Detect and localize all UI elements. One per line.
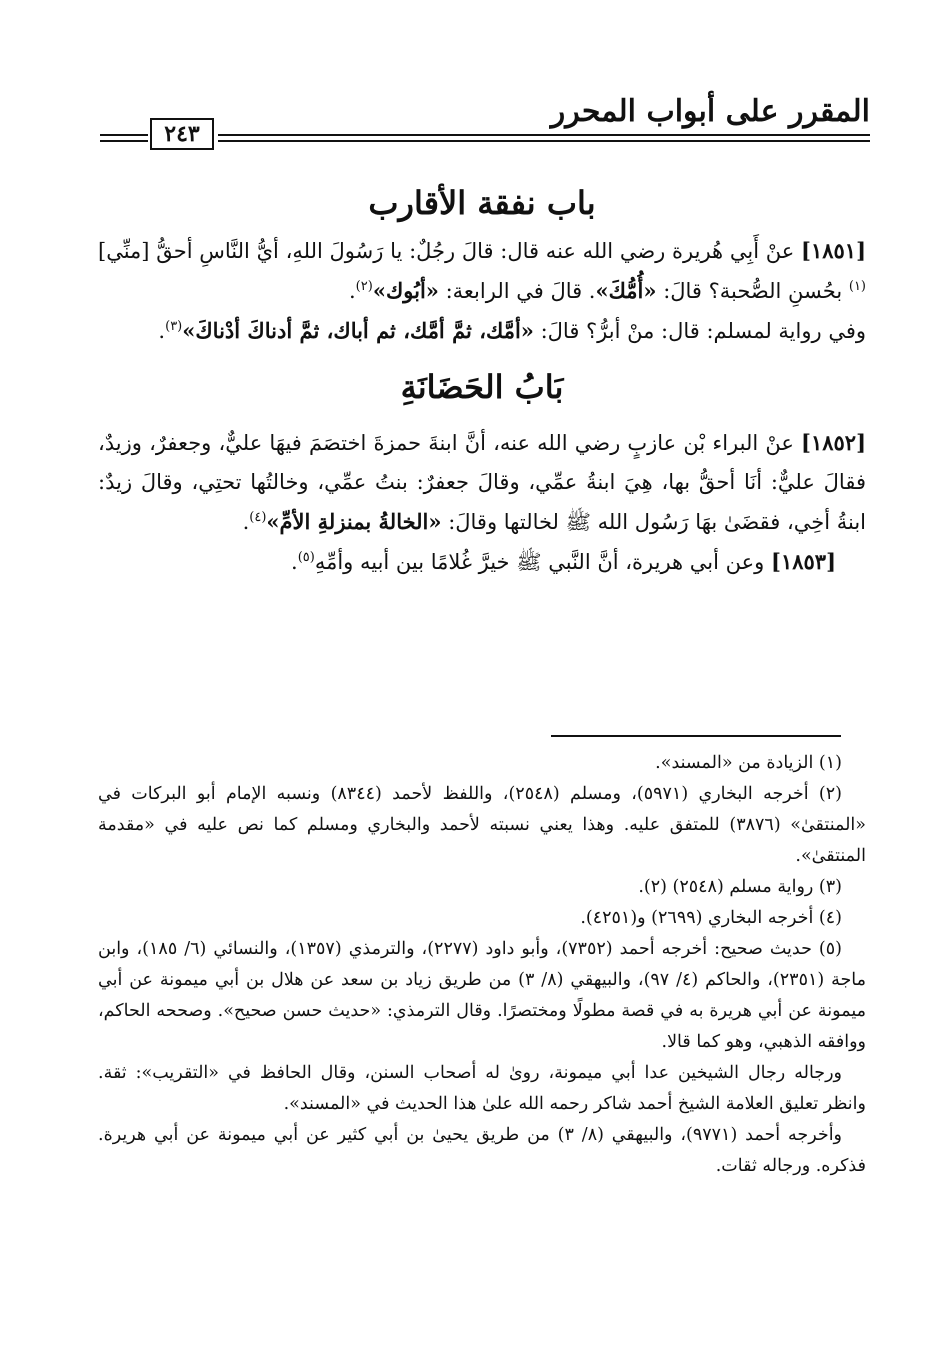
- footnote-3: (٣) رواية مسلم (٢٥٤٨) (٢).: [638, 877, 842, 897]
- running-title: المقرر على أبواب المحرر: [550, 94, 870, 129]
- footnote-ref[interactable]: (٣): [165, 319, 183, 334]
- footnote-separator: [551, 735, 841, 737]
- hadith-1852: [98, 423, 866, 542]
- page-number: ٢٤٣: [150, 118, 214, 150]
- footnote-1: (١) الزيادة من «المسند».: [655, 753, 842, 773]
- main-text: [98, 175, 866, 582]
- hadith-1851: [98, 231, 866, 311]
- footnote-4: (٤) أخرجه البخاري (٢٦٩٩) و(٤٢٥١).: [580, 908, 842, 928]
- hadith-text: .: [242, 510, 250, 534]
- footnote-2: (٢) أخرجه البخاري (٥٩٧١)، ومسلم (٢٥٤٨)، واللفظ لأحمد (٨٣٤٤) ونسبه الإمام أبو البركات في «المنتقىٰ» (٣٨٧٦) للمتفق عليه. وهذا يعني نسبته لأحمد والبخاري ومسلم كما نص عليه في «مقدمة المنتقىٰ».: [98, 784, 866, 866]
- hadith-text: .: [158, 319, 166, 343]
- page-header: [100, 92, 870, 152]
- hadith-text: عنْ أَبِي هُريرة رضي الله عنه قال: قالَ رجُلٌ: يا رَسُولَ اللهِ، أيُّ النَّاسِ أحقُّ [منِّي]: [98, 239, 801, 263]
- prophetic-quote: «الخالةُ بمنزلةِ الأمِّ»: [266, 509, 442, 534]
- footnote-5-continued: ورجاله رجال الشيخين عدا أبي ميمونة، روىٰ له أصحاب السنن، وقال الحافظ في «التقريب»: ثقة. وانظر تعليق العلامة الشيخ أحمد شاكر رحمه الله علىٰ هذا الحديث في «المسند».: [98, 1063, 866, 1114]
- header-rule: [218, 134, 870, 136]
- footnote-ref[interactable]: (٤): [249, 510, 267, 525]
- footnote-ref[interactable]: (٢): [355, 279, 373, 294]
- header-rule: [100, 140, 148, 142]
- footnote-5: (٥) حديث صحيح: أخرجه أحمد (٧٣٥٢)، وأبو داود (٢٢٧٧)، والترمذي (١٣٥٧)، والنسائي (٦/ ١٨٥)، وابن ماجة (٢٣٥١)، والحاكم (٤/ ٩٧)، والبيهقي (٨/ ٣) من طريق زياد بن سعد عن هلال بن أبي ميمونة عن أبي ميمونة عن أبي هريرة به في قصة مطولًا ومختصرًا. وقال الترمذي: «حديث حسن صحيح». وصححه الحاكم، ووافقه الذهبي، وهو كما قالا.: [98, 939, 866, 1052]
- chapter-title: بَابُ الحَضَانَةِ: [400, 368, 564, 406]
- hadith-text: . قالَ في الرابعة:: [438, 279, 596, 303]
- footnote-ref[interactable]: (١): [848, 279, 866, 294]
- header-rule: [218, 140, 870, 142]
- prophetic-quote: «أُمُّكَ»: [595, 278, 657, 303]
- header-rule: [100, 134, 148, 136]
- prophetic-quote: «أمَّك، ثمَّ أمَّك، ثم أباك، ثمَّ أدناكَ أدْناكَ»: [182, 318, 534, 343]
- chapter-title: باب نفقة الأقارب: [368, 184, 596, 222]
- footnotes: [98, 748, 866, 1182]
- hadith-text: بحُسنِ الصُّحبة؟ قالَ:: [656, 279, 849, 303]
- hadith-text: .: [348, 279, 356, 303]
- hadith-text: عنْ البراء بْن عازبٍ رضي الله عنه، أنَّ ابنةَ حمزةَ اختصَمَ فيهَا عليٌّ، وجعفرٌ، وزيدٌ، فقالَ عليٌّ: أنَا أحقُّ بها، هِيَ ابنةُ عمِّي، وقالَ جعفرٌ: بنتُ عمِّي، وخالتُها تحتِي، وقالَ زيدٌ: ابنةُ أخِي، فقضَىٰ بهَا رَسُول الله ﷺ لخالتها وقالَ:: [98, 431, 866, 534]
- hadith-number: [١٨٥١]: [801, 238, 866, 263]
- footnote-ref[interactable]: (٥): [297, 550, 315, 565]
- footnote-5-continued: وأخرجه أحمد (٩٧٧١)، والبيهقي (٨/ ٣) من طريق يحيىٰ بن أبي كثير عن أبي ميمونة عن أبي هريرة. فذكره. ورجاله ثقات.: [98, 1125, 866, 1176]
- prophetic-quote: «أبُوك»: [372, 278, 439, 303]
- hadith-text: وفي رواية لمسلم: قال: منْ أبرُّ؟ قالَ:: [533, 319, 866, 343]
- hadith-number: [١٨٥٢]: [801, 430, 866, 455]
- hadith-1853: [98, 542, 866, 582]
- hadith-text: .: [291, 550, 298, 574]
- muslim-narration: [98, 311, 866, 351]
- hadith-text: وعن أبي هريرة، أنَّ النَّبي ﷺ خيرَّ غُلامًا بين أبيه وأمِّهِ: [314, 550, 771, 574]
- hadith-number: [١٨٥٣]: [771, 549, 836, 574]
